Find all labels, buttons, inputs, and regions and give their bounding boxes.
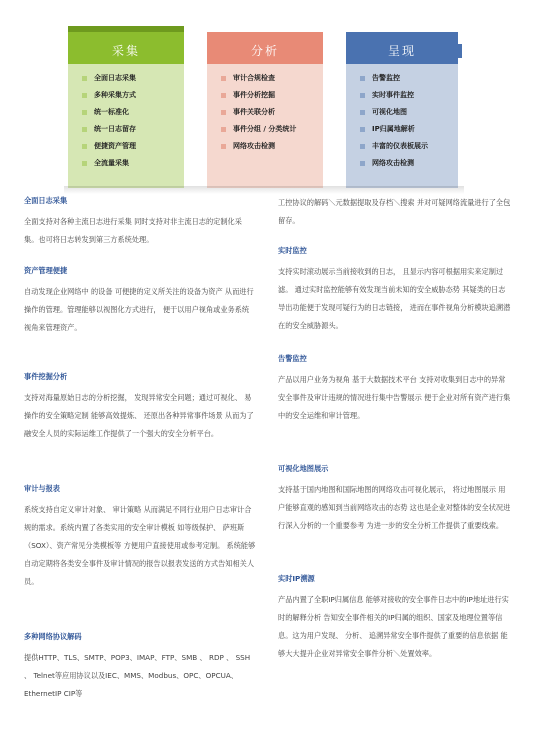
section-text: 工控协议的解码＼元数据提取及存档＼搜索 并对可疑网络流量进行了全包留存。: [278, 198, 511, 225]
card-edge-tab: [458, 44, 462, 58]
section-text: 支持对海量原始日志的分析挖掘， 发现异常安全问题；通过可视化、 易操作的安全策略定制 能够高效提炼、 还原出各种异常事件场景 从而为了融安全人员的实际运维工作提供了一个强大的安全分析平台。: [24, 393, 254, 438]
bullet-icon: [82, 76, 87, 81]
section-title: 可视化地图展示: [278, 464, 329, 473]
section-text: 自动发现企业网络中 的设备 可便捷的定义所关注的设备为资产 从而进行操作的管理。管理能够以视图化方式进行， 便于以用户视角或业务系统视角来管理资产。: [24, 287, 254, 332]
bullet-icon: [360, 144, 365, 149]
section-title: 资产管理便捷: [24, 266, 68, 275]
bullet-icon: [221, 127, 226, 132]
section-log-collection: [24, 196, 256, 249]
card-analyze-body: [207, 64, 323, 188]
section-asset-management: [24, 266, 256, 337]
card-collect-body: [68, 64, 184, 188]
section-title: 实时监控: [278, 246, 307, 255]
list-item: 全流量采集: [80, 155, 184, 172]
card-present: [346, 32, 458, 188]
section-title: 审计与报表: [24, 484, 60, 493]
section-ip-trace: [278, 574, 512, 663]
section-protocol-decoding: [24, 632, 256, 703]
list-item: 实时事件监控: [358, 87, 458, 104]
section-alarm-monitor: [278, 354, 512, 425]
card-analyze-title: 分析: [207, 32, 323, 64]
bullet-icon: [221, 144, 226, 149]
bullet-icon: [82, 93, 87, 98]
bullet-icon: [360, 127, 365, 132]
list-item: 便捷资产管理: [80, 138, 184, 155]
card-present-body: [346, 64, 458, 188]
bullet-icon: [82, 110, 87, 115]
section-title: 实时IP溯源: [278, 574, 315, 583]
bullet-icon: [360, 76, 365, 81]
section-text: 支持实时滚动展示当前接收到的日志， 且显示内容可根据用实来定制过滤。 通过实时监控能够有效发现当前未知的安全威胁态势 其疑类的日志导出功能便于发现可疑行为的日志链接， 进而在事件视角分析模块追溯潜在的安全威胁源头。: [278, 267, 511, 330]
cards-shadow: [64, 186, 464, 194]
list-item: 网络攻击检测: [219, 138, 323, 155]
section-text: 提供HTTP、TLS、SMTP、POP3、IMAP、FTP、SMB 、 RDP 、 SSH 、 Telnet等应用协议以及IEC、MMS、Modbus、OPC、OPCUA、EthernetIP CIP等: [24, 653, 251, 698]
bullet-icon: [360, 93, 365, 98]
list-item: 事件分析挖掘: [219, 87, 323, 104]
list-item: 统一日志留存: [80, 121, 184, 138]
section-protocol-decoding-cont: [278, 194, 512, 230]
bullet-icon: [221, 110, 226, 115]
list-item: 统一标准化: [80, 104, 184, 121]
section-realtime-monitor: [278, 246, 512, 335]
section-audit-report: [24, 484, 256, 591]
list-item: 可视化地图: [358, 104, 458, 121]
section-text: 产品以用户业务为视角 基于大数据技术平台 支持对收集到日志中的异常安全事件及审计违规的情况进行集中告警展示 便于企业对所有资产进行集中的安全运维和审计管理。: [278, 375, 511, 420]
list-item: IP归属地解析: [358, 121, 458, 138]
list-item: 网络攻击检测: [358, 155, 458, 172]
list-item: 丰富的仪表板展示: [358, 138, 458, 155]
bullet-icon: [82, 161, 87, 166]
card-collect-title: 采集: [68, 26, 184, 70]
section-text: 支持基于国内地图和国际地图的网络攻击可视化展示， 将过地图展示 用户能够直观的感知到当前网络攻击的态势 这也是企业对整体的安全状况进行深入分析的一个重要参考 为进一步的安全分析工作提供了重要线索。: [278, 485, 511, 530]
section-title: 告警监控: [278, 354, 307, 363]
bullet-icon: [360, 161, 365, 166]
section-event-mining: [24, 372, 256, 443]
list-item: 审计合规检查: [219, 70, 323, 87]
section-text: 全面支持对各种主流日志进行采集 同时支持对非主流日志的定制化采集。也可将日志转发到第三方系统处理。: [24, 217, 242, 244]
section-text: 产品内置了全职IP归属信息 能够对接收的安全事件日志中的IP地址进行实时的解释分析 告知安全事件相关的IP归属的组织、国家及地理位置等信息。这为用户发现、 分析、 追溯异常安全事件提供了重要的信息依据 能够大大提升企业对异常安全事件分析＼处置效率。: [278, 595, 509, 658]
bullet-icon: [360, 110, 365, 115]
section-title: 事件挖掘分析: [24, 372, 68, 381]
list-item: 全面日志采集: [80, 70, 184, 87]
section-visual-map: [278, 464, 512, 535]
section-text: 系统支持自定义审计对象、 审计策略 从而满足不同行业用户日志审计合规的需求。系统内置了各类实用的安全审计模板 如等级保护、 萨班斯（SOX）、资产常见分类模板等 方便用户直接使用或参考定制。 系统能够自动定期将各类安全事件及审计情况的报告以报表发送的方式告知相关人员。: [24, 505, 256, 586]
list-item: 多种采集方式: [80, 87, 184, 104]
section-title: 全面日志采集: [24, 196, 68, 205]
bullet-icon: [82, 144, 87, 149]
section-title: 多种网络协议解码: [24, 632, 82, 641]
bullet-icon: [221, 76, 226, 81]
bullet-icon: [82, 127, 87, 132]
bullet-icon: [221, 93, 226, 98]
list-item: 告警监控: [358, 70, 458, 87]
card-present-title: 呈现: [346, 32, 458, 64]
card-collect: [68, 32, 184, 188]
list-item: 事件关联分析: [219, 104, 323, 121]
card-analyze: [207, 32, 323, 188]
list-item: 事件分组 / 分类统计: [219, 121, 323, 138]
